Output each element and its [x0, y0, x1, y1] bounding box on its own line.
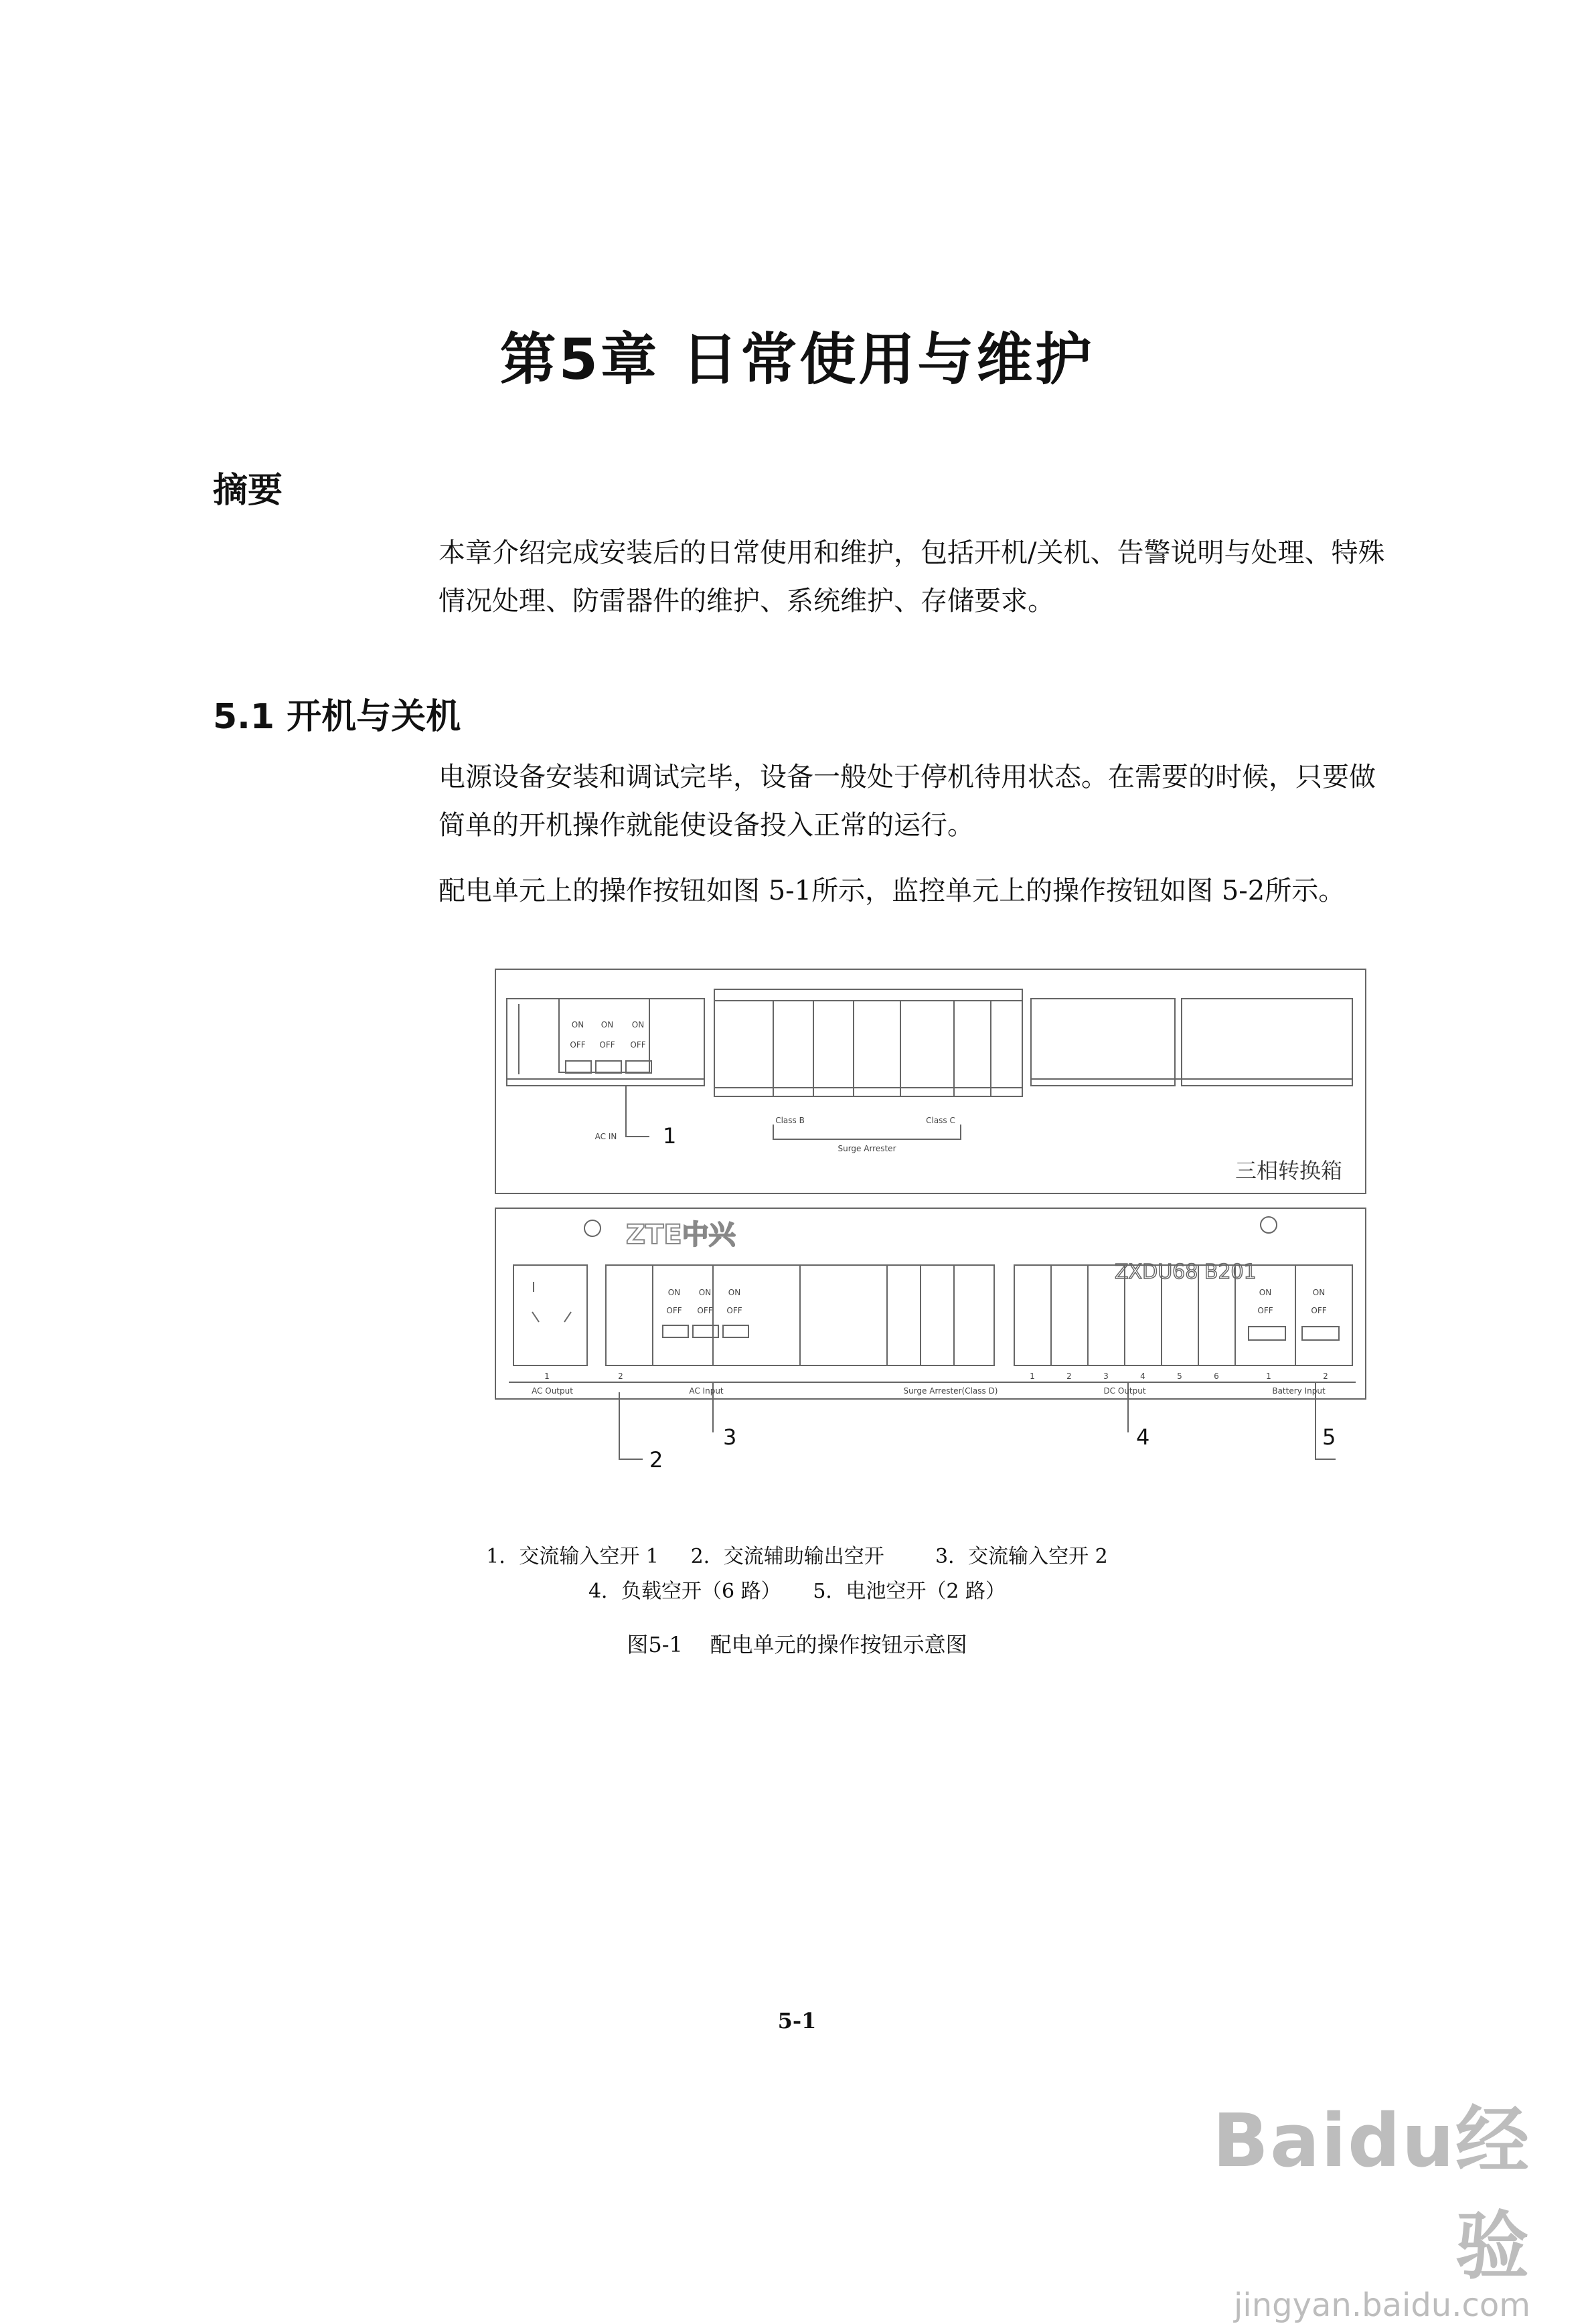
- battery-input-label: Battery Input: [1272, 1386, 1326, 1396]
- battery-switch-off-2: OFF: [1311, 1306, 1327, 1315]
- dc-output-num-3: 3: [1103, 1372, 1109, 1381]
- dc-output-num-4: 4: [1140, 1372, 1145, 1381]
- figure-legend-line-2: 4．负载空开（6 路） 5．电池空开（2 路）: [588, 1580, 1006, 1603]
- box-name-label: 三相转换箱: [1234, 1158, 1342, 1183]
- model-label: ZXDU68 B201: [1115, 1260, 1257, 1284]
- section-para1-line-2: 简单的开机操作就能使设备投入正常的运行。: [439, 810, 974, 841]
- top-switch-on-1: ON: [571, 1020, 584, 1029]
- bottom-switch-off-3: OFF: [726, 1306, 742, 1315]
- class-c-label: Class C: [926, 1116, 955, 1125]
- top-switch-off-3: OFF: [630, 1040, 646, 1050]
- bottom-switch-on-3: ON: [728, 1288, 741, 1297]
- callout-3: 3: [723, 1424, 737, 1450]
- dc-output-num-6: 6: [1214, 1372, 1219, 1381]
- battery-switch-on-2: ON: [1312, 1288, 1326, 1297]
- surge-arrester-label: Surge Arrester: [838, 1144, 896, 1153]
- mount-hole-right: [1261, 1217, 1277, 1233]
- callout-5: 5: [1322, 1424, 1336, 1450]
- callout-4: 4: [1136, 1424, 1150, 1450]
- dc-output-label: DC Output: [1103, 1386, 1146, 1396]
- figure-legend-line-1: 1．交流输入空开 1 2．交流辅助输出空开 3．交流输入空开 2: [486, 1545, 1108, 1568]
- ac-in-label: AC IN: [594, 1132, 617, 1141]
- baidu-watermark: [1155, 2082, 1530, 2324]
- battery-switch-off-1: OFF: [1257, 1306, 1273, 1315]
- bottom-switch-on-2: ON: [698, 1288, 712, 1297]
- abstract-heading: 摘要: [213, 471, 283, 511]
- watermark-url: jingyan.baidu.com: [1234, 2287, 1530, 2324]
- abstract-line-1: 本章介绍完成安装后的日常使用和维护，包括开机/关机、告警说明与处理、特殊: [439, 537, 1385, 568]
- top-switch-off-1: OFF: [570, 1040, 586, 1050]
- battery-switch-on-1: ON: [1259, 1288, 1272, 1297]
- top-switch-on-3: ON: [631, 1020, 645, 1029]
- bottom-switch-off-2: OFF: [697, 1306, 713, 1315]
- callout-1: 1: [663, 1123, 677, 1149]
- section-paragraph-1: [439, 753, 1416, 849]
- battery-num-1: 1: [1266, 1372, 1271, 1381]
- dc-output-num-1: 1: [1030, 1372, 1035, 1381]
- ac-output-label: AC Output: [532, 1386, 573, 1396]
- bottom-switch-on-1: ON: [667, 1288, 681, 1297]
- callout-2: 2: [649, 1447, 663, 1473]
- top-switch-off-2: OFF: [599, 1040, 615, 1050]
- watermark-brand: Baidu经验: [1212, 2098, 1530, 2289]
- right-module-1: [1031, 999, 1175, 1086]
- battery-num-2: 2: [1323, 1372, 1328, 1381]
- surge-class-d-label: Surge Arrester(Class D): [903, 1386, 998, 1396]
- ac-output-num-1: 1: [544, 1372, 550, 1381]
- section-paragraph-2: 配电单元上的操作按钮如图 5-1所示，监控单元上的操作按钮如图 5-2所示。: [439, 876, 1346, 906]
- chapter-title: 第5章 日常使用与维护: [499, 327, 1095, 392]
- surge-arrester-module: [714, 989, 1022, 1096]
- abstract-line-2: 情况处理、防雷器件的维护、系统维护、存储要求。: [439, 586, 1054, 616]
- figure-caption: 图5-1 配电单元的操作按钮示意图: [627, 1632, 967, 1657]
- top-switch-on-2: ON: [601, 1020, 614, 1029]
- distribution-unit-figure: [492, 964, 1369, 1486]
- page-number: 5-1: [777, 2008, 817, 2033]
- ac-input-label: AC Input: [689, 1386, 724, 1396]
- section-heading: 5.1 开机与关机: [213, 697, 461, 737]
- abstract-text: [439, 529, 1416, 625]
- section-para1-line-1: 电源设备安装和调试完毕，设备一般处于停机待用状态。在需要的时候，只要做: [439, 762, 1376, 793]
- ac-output-socket: [513, 1265, 587, 1365]
- zte-logo: ZTE中兴: [626, 1220, 736, 1250]
- bottom-switch-off-1: OFF: [666, 1306, 682, 1315]
- ac-output-num-2: 2: [618, 1372, 623, 1381]
- class-b-label: Class B: [775, 1116, 805, 1125]
- dc-output-num-5: 5: [1177, 1372, 1182, 1381]
- mount-hole-left: [584, 1220, 601, 1236]
- right-module-2: [1182, 999, 1352, 1086]
- dc-output-num-2: 2: [1066, 1372, 1072, 1381]
